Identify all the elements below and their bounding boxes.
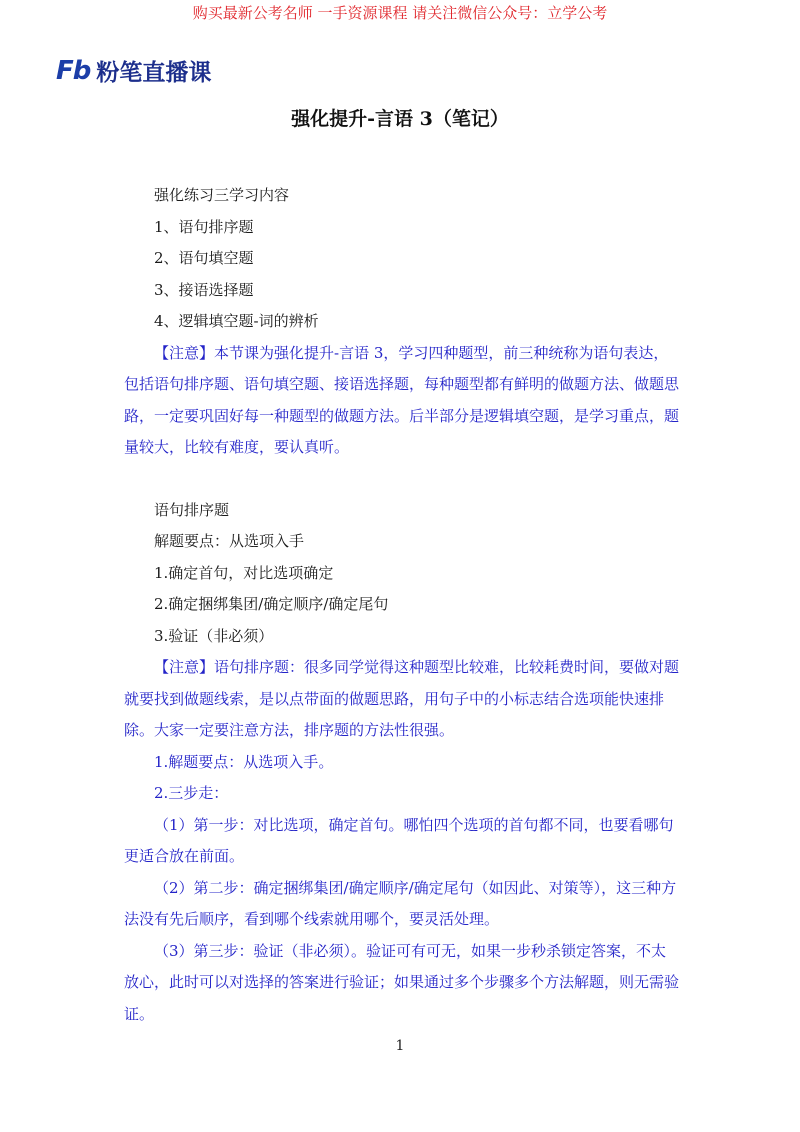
substep-paragraph: （3）第三步：验证（非必须）。验证可有可无，如果一步秒杀锁定答案，不太放心，此时可以对选择的答案进行验证；如果通过多个步骤多个方法解题，则无需验证。 xyxy=(124,941,680,1023)
list-item: 2、语句填空题 xyxy=(154,249,254,267)
logo-mark: Fb xyxy=(56,55,91,86)
step-item: 1.确定首句，对比选项确定 xyxy=(154,563,334,582)
note-paragraph: 【注意】本节课为强化提升-言语 3，学习四种题型，前三种统称为语句表达，包括语句排序题、语句填空题、接语选择题，每种题型都有鲜明的做题方法、做题思路，一定要巩固好每一种题型的做题方法。后半部分是逻辑填空题，是学习重点，题量较大，比较有难度，要认真听。 xyxy=(124,343,680,456)
step-item: 3.验证（非必须） xyxy=(154,626,274,645)
list-item: 4、逻辑填空题-词的辨析 xyxy=(154,312,319,330)
point-paragraph: 2.三步走： xyxy=(154,784,229,802)
substep-paragraph: （1）第一步：对比选项，确定首句。哪怕四个选项的首句都不同，也要看哪句更适合放在前面。 xyxy=(124,815,674,865)
list-item: 1、语句排序题 xyxy=(154,217,254,236)
note-paragraph: 【注意】语句排序题：很多同学觉得这种题型比较难，比较耗费时间，要做对题就要找到做题线索，是以点带面的做题思路，用句子中的小标志结合选项能快速排除。大家一定要注意方法，排序题的方法性很强。 xyxy=(124,658,680,739)
document-title: 强化提升-言语 3（笔记） xyxy=(291,108,509,130)
logo xyxy=(56,54,211,87)
point-paragraph: 1.解题要点：从选项入手。 xyxy=(154,752,334,771)
logo-text: 粉笔直播课 xyxy=(96,60,212,86)
document-body xyxy=(124,180,680,1030)
page-number: 1 xyxy=(395,1038,405,1054)
step-item: 2.确定捆绑集团/确定顺序/确定尾句 xyxy=(154,595,389,613)
key-point: 解题要点：从选项入手 xyxy=(154,532,305,550)
section1-heading: 强化练习三学习内容 xyxy=(154,186,290,204)
top-banner: 购买最新公考名师 一手资源课程 请关注微信公众号：立学公考 xyxy=(192,4,608,22)
list-item: 3、接语选择题 xyxy=(154,280,254,299)
substep-paragraph: （2）第二步：确定捆绑集团/确定顺序/确定尾句（如因此、对策等），这三种方法没有先后顺序，看到哪个线索就用哪个，要灵活处理。 xyxy=(124,878,677,928)
section2-heading: 语句排序题 xyxy=(154,500,230,519)
